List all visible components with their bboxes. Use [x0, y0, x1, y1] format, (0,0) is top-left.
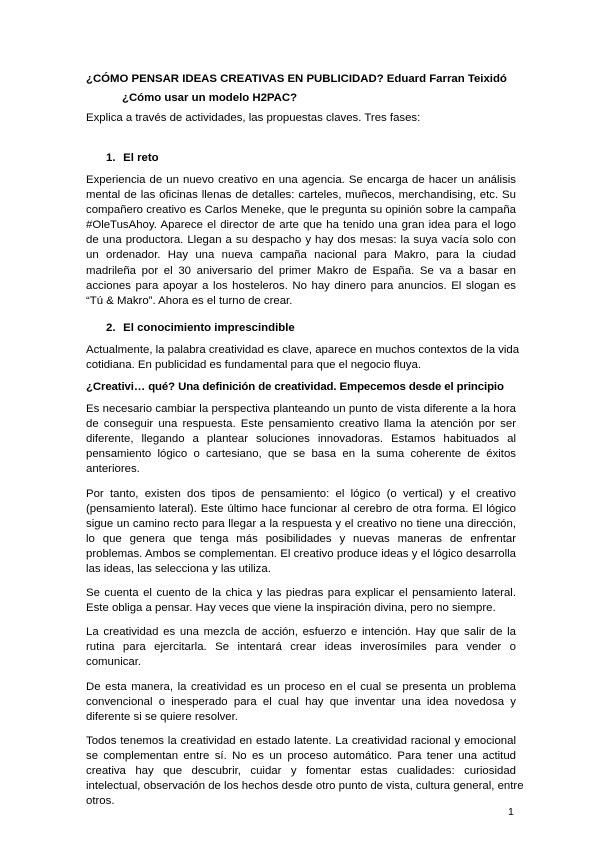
- text-line: anteriores.: [86, 463, 140, 476]
- section-1-paragraph: [86, 173, 516, 309]
- text-line: Todos tenemos la creatividad en estado latente. La creatividad racional y emocional: [86, 734, 516, 747]
- paragraph-2: [86, 487, 516, 578]
- text-line: diferente si se quiere resolver.: [86, 710, 238, 723]
- text-line: La creatividad es una mezcla de acción, esfuerzo e intención. Hay que salir de la: [86, 626, 516, 639]
- document-title: ¿CÓMO PENSAR IDEAS CREATIVAS EN PUBLICIDAD? Eduard Farran Teixidó: [86, 73, 507, 85]
- paragraph-3: [86, 586, 516, 616]
- paragraph-5: [86, 680, 516, 725]
- document-body: [86, 72, 524, 809]
- text-line: (pensamiento lateral). Este último hace funcionar al cerebro de otra forma. El lógico: [86, 502, 516, 515]
- text-line: lo que genera que tenga más posibilidades y nuevas maneras de enfrentar: [86, 532, 516, 545]
- text-line: acciones para apoyar a los hosteleros. No hay dinero para anuncios. El slogan es: [86, 279, 516, 292]
- text-line: Actualmente, la palabra creatividad es clave, aparece en muchos contextos de la vida: [86, 343, 520, 356]
- text-line: mental de las oficinas llenas de detalles: carteles, muñecos, merchandising, etc. Su: [86, 189, 516, 202]
- section-number: 2.: [106, 321, 116, 334]
- text-line: compañero creativo es Carlos Meneke, que le pregunta su opinión sobre la campaña: [86, 204, 516, 217]
- text-line: creativa hay que descubrir, cuidar y fomentar estas cualidades: curiosidad: [86, 765, 516, 777]
- section-title: El conocimiento imprescindible: [123, 321, 295, 334]
- text-line: comunicar.: [86, 656, 142, 669]
- text-line: cotidiana. En publicidad es fundamental para que el negocio fluya.: [86, 358, 421, 371]
- page-number: 1: [508, 806, 514, 818]
- text-line: “Tú & Makro”. Ahora es el turno de crear.: [86, 294, 293, 307]
- section-title: El reto: [123, 152, 159, 164]
- section-number: 1.: [106, 152, 116, 164]
- section-heading-2: [86, 321, 516, 336]
- paragraph-1: [86, 402, 516, 477]
- text-line: Este obliga a pensar. Hay veces que viene la inspiración divina, pero no siempre.: [86, 602, 496, 615]
- document-subtitle: ¿Cómo usar un modelo H2PAC?: [122, 92, 298, 104]
- text-line: de conseguir una respuesta. Este pensamiento creativo llama la atención por ser: [86, 418, 516, 431]
- text-line: sigue un camino recto para llegar a la respuesta y el creativo no tiene una dirección,: [86, 517, 516, 530]
- text-line: las ideas, las selecciona y las utiliza.: [86, 562, 271, 575]
- text-line: se complementan entre sí. No es un proceso automático. Para tener una actitud: [86, 749, 516, 762]
- text-line: intelectual, observación de los hechos desde otro punto de vista, cultura general, entre: [86, 780, 524, 793]
- text-line: de una productora. Llegan a su despacho y hay dos mesas: la suya vacía solo con: [86, 234, 516, 247]
- text-line: #OleTusAhoy. Aparece el director de arte que ha tenido una gran idea para el logo: [86, 219, 516, 232]
- text-line: Es necesario cambiar la perspectiva planteando un punto de vista diferente a la hora: [86, 403, 516, 416]
- text-line: Experiencia de un nuevo creativo en una agencia. Se encarga de hacer un análisis: [86, 174, 516, 186]
- text-line: rutina para ejercitarla. Se intentará crear ideas inverosímiles para vender o: [86, 641, 516, 654]
- paragraph-6: [86, 734, 524, 809]
- text-line: diferente, llegando a plantear soluciones innovadoras. Estamos habituados al: [86, 433, 516, 446]
- section-2-paragraph: [86, 343, 520, 373]
- text-line: un ordenador. Hay una nueva campaña nacional para Makro, para la ciudad: [86, 249, 516, 262]
- text-line: Se cuenta el cuento de la chica y las piedras para explicar el pensamiento lateral.: [86, 587, 516, 600]
- text-line: De esta manera, la creatividad es un proceso en el cual se presenta un problema: [86, 680, 516, 693]
- section-heading-1: [86, 151, 516, 166]
- text-line: convencional o inesperado para el cual hay que inventar una idea novedosa y: [86, 695, 516, 708]
- text-line: madrileña por el 30 aniversario del primer Makro de España. Se va a basar en: [86, 264, 516, 277]
- text-line: Por tanto, existen dos tipos de pensamiento: el lógico (o vertical) y el creativo: [86, 487, 516, 500]
- text-line: problemas. Ambos se complementan. El creativo produce ideas y el lógico desarrolla: [86, 547, 516, 560]
- subsection-heading: ¿Creativi… qué? Una definición de creatividad. Empecemos desde el principio: [86, 381, 504, 394]
- intro-text: Explica a través de actividades, las propuestas claves. Tres fases:: [86, 112, 421, 124]
- text-line: otros.: [86, 795, 115, 808]
- text-line: pensamiento lógico o cartesiano, que se basa en la suma coherente de éxitos: [86, 448, 516, 461]
- paragraph-4: [86, 625, 516, 670]
